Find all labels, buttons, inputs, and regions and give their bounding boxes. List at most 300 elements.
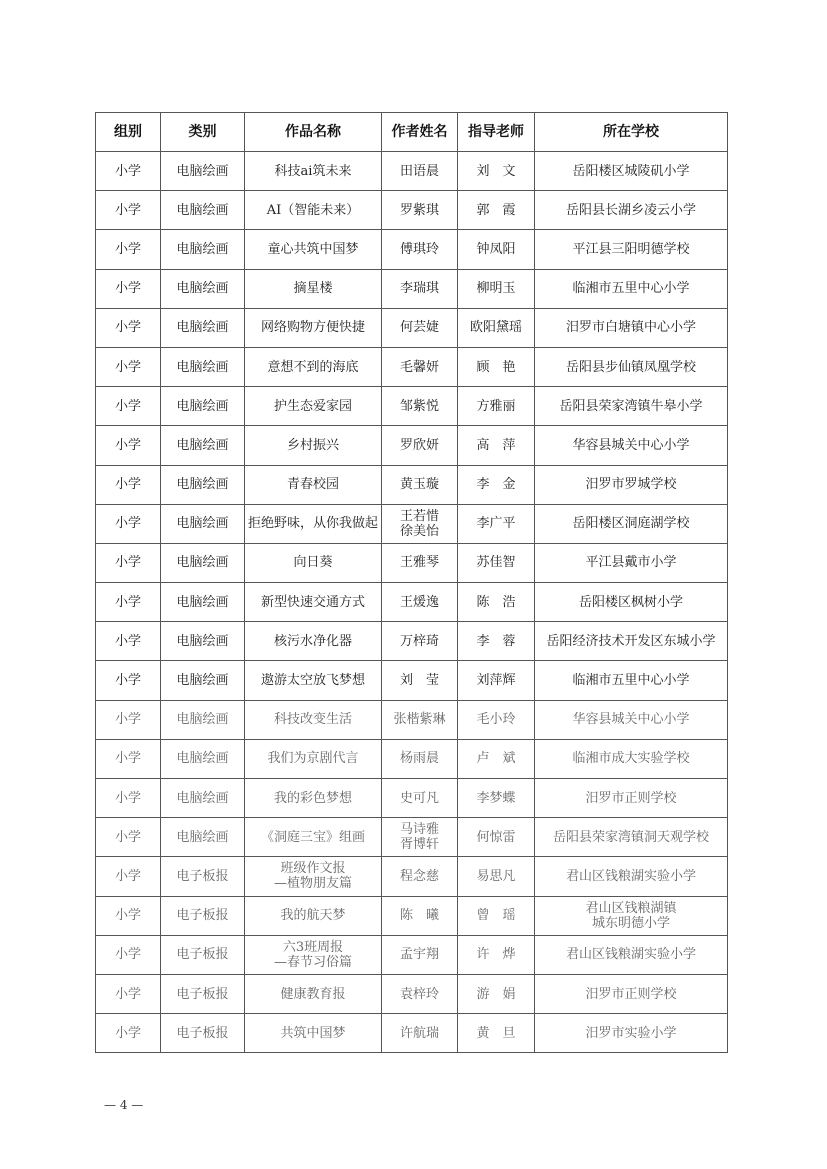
cell-group xyxy=(96,935,161,974)
school-text: 临湘市五里中心小学 xyxy=(572,673,690,689)
group-text: 小学 xyxy=(114,516,141,532)
cell-category xyxy=(161,857,245,896)
header-category: 类别 xyxy=(161,113,245,152)
cell-school xyxy=(535,739,728,778)
cell-group xyxy=(96,739,161,778)
school-text: 汨罗市正则学校 xyxy=(585,790,677,806)
cell-school xyxy=(535,857,728,896)
cell-author xyxy=(382,504,458,543)
group-text: 小学 xyxy=(114,359,141,375)
school-text: 汨罗市罗城学校 xyxy=(585,477,677,493)
cell-author xyxy=(382,739,458,778)
work-title-text: 摘星楼 xyxy=(293,281,333,297)
author-text: 王雅琴 xyxy=(399,555,439,571)
category-text: 电脑绘画 xyxy=(176,555,229,571)
author-text: 何芸婕 xyxy=(399,320,439,336)
cell-advisor xyxy=(458,308,535,347)
cell-author xyxy=(382,779,458,818)
table-row xyxy=(96,426,728,465)
cell-category xyxy=(161,700,245,739)
cell-group xyxy=(96,583,161,622)
advisor-text: 柳明玉 xyxy=(476,281,516,297)
school-text: 岳阳县长湖乡凌云小学 xyxy=(565,202,696,218)
group-text: 小学 xyxy=(114,320,141,336)
category-text: 电子板报 xyxy=(176,947,229,963)
cell-advisor xyxy=(458,622,535,661)
group-text: 小学 xyxy=(114,986,141,1002)
author-text: 毛馨妍 xyxy=(399,359,439,375)
school-text: 平江县戴市小学 xyxy=(585,555,677,571)
cell-group xyxy=(96,308,161,347)
cell-advisor xyxy=(458,504,535,543)
category-text: 电脑绘画 xyxy=(176,516,229,532)
table-row xyxy=(96,347,728,386)
cell-group xyxy=(96,818,161,857)
work-title-text: 乡村振兴 xyxy=(286,437,339,453)
author-text: 万梓琦 xyxy=(399,633,439,649)
cell-category xyxy=(161,308,245,347)
cell-school xyxy=(535,622,728,661)
cell-advisor xyxy=(458,779,535,818)
cell-category xyxy=(161,779,245,818)
cell-work-title xyxy=(245,426,382,465)
category-text: 电脑绘画 xyxy=(176,437,229,453)
cell-category xyxy=(161,974,245,1013)
work-title-text: 我的彩色梦想 xyxy=(273,790,352,806)
table-row xyxy=(96,739,728,778)
school-text: 岳阳县荣家湾镇洞天观学校 xyxy=(552,829,709,845)
advisor-text: 刘萍辉 xyxy=(476,673,516,689)
cell-group xyxy=(96,779,161,818)
work-title-text: 我们为京剧代言 xyxy=(267,751,359,767)
cell-school xyxy=(535,387,728,426)
cell-school xyxy=(535,152,728,191)
cell-work-title xyxy=(245,818,382,857)
advisor-text: 游 娟 xyxy=(476,986,516,1002)
table-header-row xyxy=(96,113,728,152)
cell-author xyxy=(382,191,458,230)
cell-category xyxy=(161,622,245,661)
table-row xyxy=(96,308,728,347)
group-text: 小学 xyxy=(114,868,141,884)
advisor-text: 何惊雷 xyxy=(476,829,516,845)
author-text: 罗欣妍 xyxy=(399,437,439,453)
cell-group xyxy=(96,465,161,504)
category-text: 电子板报 xyxy=(176,986,229,1002)
school-text: 临湘市五里中心小学 xyxy=(572,281,690,297)
cell-author xyxy=(382,269,458,308)
cell-advisor xyxy=(458,230,535,269)
cell-author xyxy=(382,661,458,700)
author-text: 罗紫琪 xyxy=(399,202,439,218)
category-text: 电脑绘画 xyxy=(176,202,229,218)
cell-work-title xyxy=(245,465,382,504)
cell-category xyxy=(161,739,245,778)
cell-advisor xyxy=(458,700,535,739)
cell-school xyxy=(535,818,728,857)
group-text: 小学 xyxy=(114,594,141,610)
cell-school xyxy=(535,583,728,622)
table-row xyxy=(96,622,728,661)
author-text: 陈 曦 xyxy=(399,908,439,924)
cell-advisor xyxy=(458,974,535,1013)
cell-school xyxy=(535,661,728,700)
table-row xyxy=(96,504,728,543)
author-text: 黄玉璇 xyxy=(399,477,439,493)
cell-school xyxy=(535,935,728,974)
cell-school xyxy=(535,465,728,504)
cell-advisor xyxy=(458,465,535,504)
cell-school xyxy=(535,779,728,818)
category-text: 电脑绘画 xyxy=(176,633,229,649)
cell-work-title xyxy=(245,504,382,543)
table-row xyxy=(96,583,728,622)
author-text: 邹紫悦 xyxy=(399,398,439,414)
school-text: 汨罗市正则学校 xyxy=(585,986,677,1002)
cell-author xyxy=(382,230,458,269)
cell-group xyxy=(96,269,161,308)
cell-category xyxy=(161,504,245,543)
school-text: 华容县城关中心小学 xyxy=(572,712,690,728)
cell-group xyxy=(96,230,161,269)
cell-category xyxy=(161,661,245,700)
category-text: 电脑绘画 xyxy=(176,477,229,493)
work-title-text: 六3班周报 —春节习俗篇 xyxy=(273,939,352,970)
category-text: 电脑绘画 xyxy=(176,163,229,179)
group-text: 小学 xyxy=(114,751,141,767)
work-title-text: 青春校园 xyxy=(286,477,339,493)
cell-work-title xyxy=(245,779,382,818)
cell-category xyxy=(161,935,245,974)
advisor-text: 钟凤阳 xyxy=(476,241,516,257)
group-text: 小学 xyxy=(114,712,141,728)
group-text: 小学 xyxy=(114,398,141,414)
table-row xyxy=(96,152,728,191)
cell-author xyxy=(382,465,458,504)
cell-category xyxy=(161,583,245,622)
cell-work-title xyxy=(245,1014,382,1053)
school-text: 岳阳县步仙镇凤凰学校 xyxy=(565,359,696,375)
cell-group xyxy=(96,1014,161,1053)
cell-group xyxy=(96,152,161,191)
school-text: 岳阳经济技术开发区东城小学 xyxy=(546,633,716,649)
awards-table xyxy=(95,112,728,1053)
cell-work-title xyxy=(245,700,382,739)
cell-group xyxy=(96,191,161,230)
author-text: 王煖逸 xyxy=(399,594,439,610)
work-title-text: 拒绝野味，从你我做起 xyxy=(247,516,378,532)
header-author: 作者姓名 xyxy=(382,113,458,152)
work-title-text: 班级作文报 —植物朋友篇 xyxy=(273,861,352,892)
table-row xyxy=(96,269,728,308)
cell-group xyxy=(96,387,161,426)
group-text: 小学 xyxy=(114,555,141,571)
group-text: 小学 xyxy=(114,633,141,649)
school-text: 君山区钱粮湖实验小学 xyxy=(565,868,696,884)
advisor-text: 高 萍 xyxy=(476,437,516,453)
advisor-text: 欧阳黛瑶 xyxy=(469,320,522,336)
cell-work-title xyxy=(245,191,382,230)
group-text: 小学 xyxy=(114,908,141,924)
school-text: 君山区钱粮湖镇 城东明德小学 xyxy=(585,900,677,931)
cell-category xyxy=(161,152,245,191)
cell-advisor xyxy=(458,387,535,426)
cell-school xyxy=(535,543,728,582)
work-title-text: 遨游太空放飞梦想 xyxy=(260,673,365,689)
group-text: 小学 xyxy=(114,1025,141,1041)
page-number: — 4 — xyxy=(104,1098,144,1112)
category-text: 电脑绘画 xyxy=(176,320,229,336)
cell-work-title xyxy=(245,269,382,308)
work-title-text: 意想不到的海底 xyxy=(267,359,359,375)
cell-category xyxy=(161,269,245,308)
cell-work-title xyxy=(245,661,382,700)
cell-author xyxy=(382,583,458,622)
author-text: 张楷紫琳 xyxy=(393,712,446,728)
cell-author xyxy=(382,857,458,896)
table-row xyxy=(96,974,728,1013)
group-text: 小学 xyxy=(114,163,141,179)
cell-work-title xyxy=(245,935,382,974)
author-text: 许航瑞 xyxy=(399,1025,439,1041)
group-text: 小学 xyxy=(114,477,141,493)
cell-advisor xyxy=(458,661,535,700)
advisor-text: 李 蓉 xyxy=(476,633,516,649)
cell-advisor xyxy=(458,739,535,778)
cell-work-title xyxy=(245,347,382,386)
cell-work-title xyxy=(245,543,382,582)
cell-group xyxy=(96,504,161,543)
cell-author xyxy=(382,543,458,582)
work-title-text: 共筑中国梦 xyxy=(280,1025,346,1041)
author-text: 刘 莹 xyxy=(399,673,439,689)
advisor-text: 李梦蝶 xyxy=(476,790,516,806)
advisor-text: 李广平 xyxy=(476,516,516,532)
cell-work-title xyxy=(245,387,382,426)
table-row xyxy=(96,896,728,935)
cell-advisor xyxy=(458,269,535,308)
work-title-text: AI（智能未来） xyxy=(266,202,360,218)
school-text: 岳阳楼区洞庭湖学校 xyxy=(572,516,690,532)
advisor-text: 许 烨 xyxy=(476,947,516,963)
group-text: 小学 xyxy=(114,437,141,453)
table-row xyxy=(96,935,728,974)
header-school: 所在学校 xyxy=(535,113,728,152)
category-text: 电子板报 xyxy=(176,908,229,924)
table-row xyxy=(96,543,728,582)
author-text: 马诗雅 胥博轩 xyxy=(399,822,439,853)
table-row xyxy=(96,818,728,857)
cell-group xyxy=(96,857,161,896)
cell-work-title xyxy=(245,739,382,778)
cell-advisor xyxy=(458,426,535,465)
cell-work-title xyxy=(245,230,382,269)
cell-author xyxy=(382,387,458,426)
cell-school xyxy=(535,191,728,230)
advisor-text: 卢 斌 xyxy=(476,751,516,767)
work-title-text: 网络购物方便快捷 xyxy=(260,320,365,336)
cell-author xyxy=(382,347,458,386)
work-title-text: 科技ai筑未来 xyxy=(274,163,352,179)
cell-category xyxy=(161,347,245,386)
cell-school xyxy=(535,504,728,543)
cell-category xyxy=(161,543,245,582)
cell-author xyxy=(382,622,458,661)
author-text: 孟宇翔 xyxy=(399,947,439,963)
advisor-text: 苏佳智 xyxy=(476,555,516,571)
group-text: 小学 xyxy=(114,241,141,257)
cell-advisor xyxy=(458,583,535,622)
category-text: 电脑绘画 xyxy=(176,281,229,297)
cell-advisor xyxy=(458,191,535,230)
header-work-title: 作品名称 xyxy=(245,113,382,152)
work-title-text: 护生态爱家园 xyxy=(273,398,352,414)
advisor-text: 易思凡 xyxy=(476,868,516,884)
cell-author xyxy=(382,818,458,857)
advisor-text: 黄 旦 xyxy=(476,1025,516,1041)
work-title-text: 童心共筑中国梦 xyxy=(267,241,359,257)
cell-advisor xyxy=(458,347,535,386)
cell-advisor xyxy=(458,818,535,857)
cell-advisor xyxy=(458,1014,535,1053)
cell-author xyxy=(382,700,458,739)
cell-category xyxy=(161,191,245,230)
cell-category xyxy=(161,1014,245,1053)
cell-author xyxy=(382,935,458,974)
cell-school xyxy=(535,700,728,739)
cell-school xyxy=(535,1014,728,1053)
author-text: 程念慈 xyxy=(399,868,439,884)
school-text: 华容县城关中心小学 xyxy=(572,437,690,453)
cell-category xyxy=(161,818,245,857)
cell-advisor xyxy=(458,543,535,582)
advisor-text: 陈 浩 xyxy=(476,594,516,610)
author-text: 李瑞琪 xyxy=(399,281,439,297)
work-title-text: 我的航天梦 xyxy=(280,908,346,924)
advisor-text: 李 金 xyxy=(476,477,516,493)
cell-author xyxy=(382,974,458,1013)
category-text: 电子板报 xyxy=(176,868,229,884)
category-text: 电脑绘画 xyxy=(176,829,229,845)
advisor-text: 毛小玲 xyxy=(476,712,516,728)
cell-school xyxy=(535,308,728,347)
cell-author xyxy=(382,896,458,935)
table-row xyxy=(96,1014,728,1053)
cell-advisor xyxy=(458,857,535,896)
cell-work-title xyxy=(245,308,382,347)
table-row xyxy=(96,700,728,739)
cell-advisor xyxy=(458,935,535,974)
cell-category xyxy=(161,465,245,504)
work-title-text: 科技改变生活 xyxy=(273,712,352,728)
work-title-text: 健康教育报 xyxy=(280,986,346,1002)
cell-category xyxy=(161,387,245,426)
cell-work-title xyxy=(245,152,382,191)
cell-author xyxy=(382,1014,458,1053)
cell-group xyxy=(96,622,161,661)
cell-category xyxy=(161,896,245,935)
school-text: 汨罗市白塘镇中心小学 xyxy=(565,320,696,336)
category-text: 电脑绘画 xyxy=(176,359,229,375)
school-text: 岳阳楼区城陵矶小学 xyxy=(572,163,690,179)
cell-school xyxy=(535,347,728,386)
header-advisor: 指导老师 xyxy=(458,113,535,152)
cell-school xyxy=(535,974,728,1013)
school-text: 岳阳县荣家湾镇牛皋小学 xyxy=(559,398,703,414)
advisor-text: 方雅丽 xyxy=(476,398,516,414)
cell-group xyxy=(96,347,161,386)
group-text: 小学 xyxy=(114,790,141,806)
cell-school xyxy=(535,269,728,308)
category-text: 电脑绘画 xyxy=(176,594,229,610)
school-text: 临湘市成大实验学校 xyxy=(572,751,690,767)
work-title-text: 核污水净化器 xyxy=(273,633,352,649)
work-title-text: 新型快速交通方式 xyxy=(260,594,365,610)
header-group: 组别 xyxy=(96,113,161,152)
author-text: 杨雨晨 xyxy=(399,751,439,767)
cell-school xyxy=(535,896,728,935)
table-row xyxy=(96,857,728,896)
cell-advisor xyxy=(458,152,535,191)
table-row xyxy=(96,230,728,269)
cell-advisor xyxy=(458,896,535,935)
cell-author xyxy=(382,426,458,465)
cell-work-title xyxy=(245,896,382,935)
category-text: 电脑绘画 xyxy=(176,751,229,767)
table-row xyxy=(96,387,728,426)
advisor-text: 曾 瑶 xyxy=(476,908,516,924)
category-text: 电脑绘画 xyxy=(176,712,229,728)
cell-author xyxy=(382,308,458,347)
author-text: 田语晨 xyxy=(399,163,439,179)
table-row xyxy=(96,191,728,230)
advisor-text: 刘 文 xyxy=(476,163,516,179)
cell-group xyxy=(96,896,161,935)
group-text: 小学 xyxy=(114,673,141,689)
cell-group xyxy=(96,426,161,465)
table-row xyxy=(96,465,728,504)
cell-work-title xyxy=(245,974,382,1013)
group-text: 小学 xyxy=(114,947,141,963)
cell-group xyxy=(96,974,161,1013)
school-text: 汨罗市实验小学 xyxy=(585,1025,677,1041)
group-text: 小学 xyxy=(114,281,141,297)
category-text: 电脑绘画 xyxy=(176,673,229,689)
cell-school xyxy=(535,426,728,465)
school-text: 君山区钱粮湖实验小学 xyxy=(565,947,696,963)
category-text: 电脑绘画 xyxy=(176,241,229,257)
cell-school xyxy=(535,230,728,269)
table-row xyxy=(96,661,728,700)
school-text: 平江县三阳明德学校 xyxy=(572,241,690,257)
work-title-text: 《洞庭三宝》组画 xyxy=(260,829,365,845)
cell-work-title xyxy=(245,622,382,661)
table-row xyxy=(96,779,728,818)
author-text: 王若惜 徐美怡 xyxy=(399,508,439,539)
group-text: 小学 xyxy=(114,829,141,845)
author-text: 傅琪玲 xyxy=(399,241,439,257)
cell-group xyxy=(96,661,161,700)
cell-author xyxy=(382,152,458,191)
advisor-text: 郭 霞 xyxy=(476,202,516,218)
advisor-text: 顾 艳 xyxy=(476,359,516,375)
cell-work-title xyxy=(245,583,382,622)
cell-group xyxy=(96,700,161,739)
category-text: 电脑绘画 xyxy=(176,398,229,414)
category-text: 电脑绘画 xyxy=(176,790,229,806)
cell-category xyxy=(161,426,245,465)
category-text: 电子板报 xyxy=(176,1025,229,1041)
